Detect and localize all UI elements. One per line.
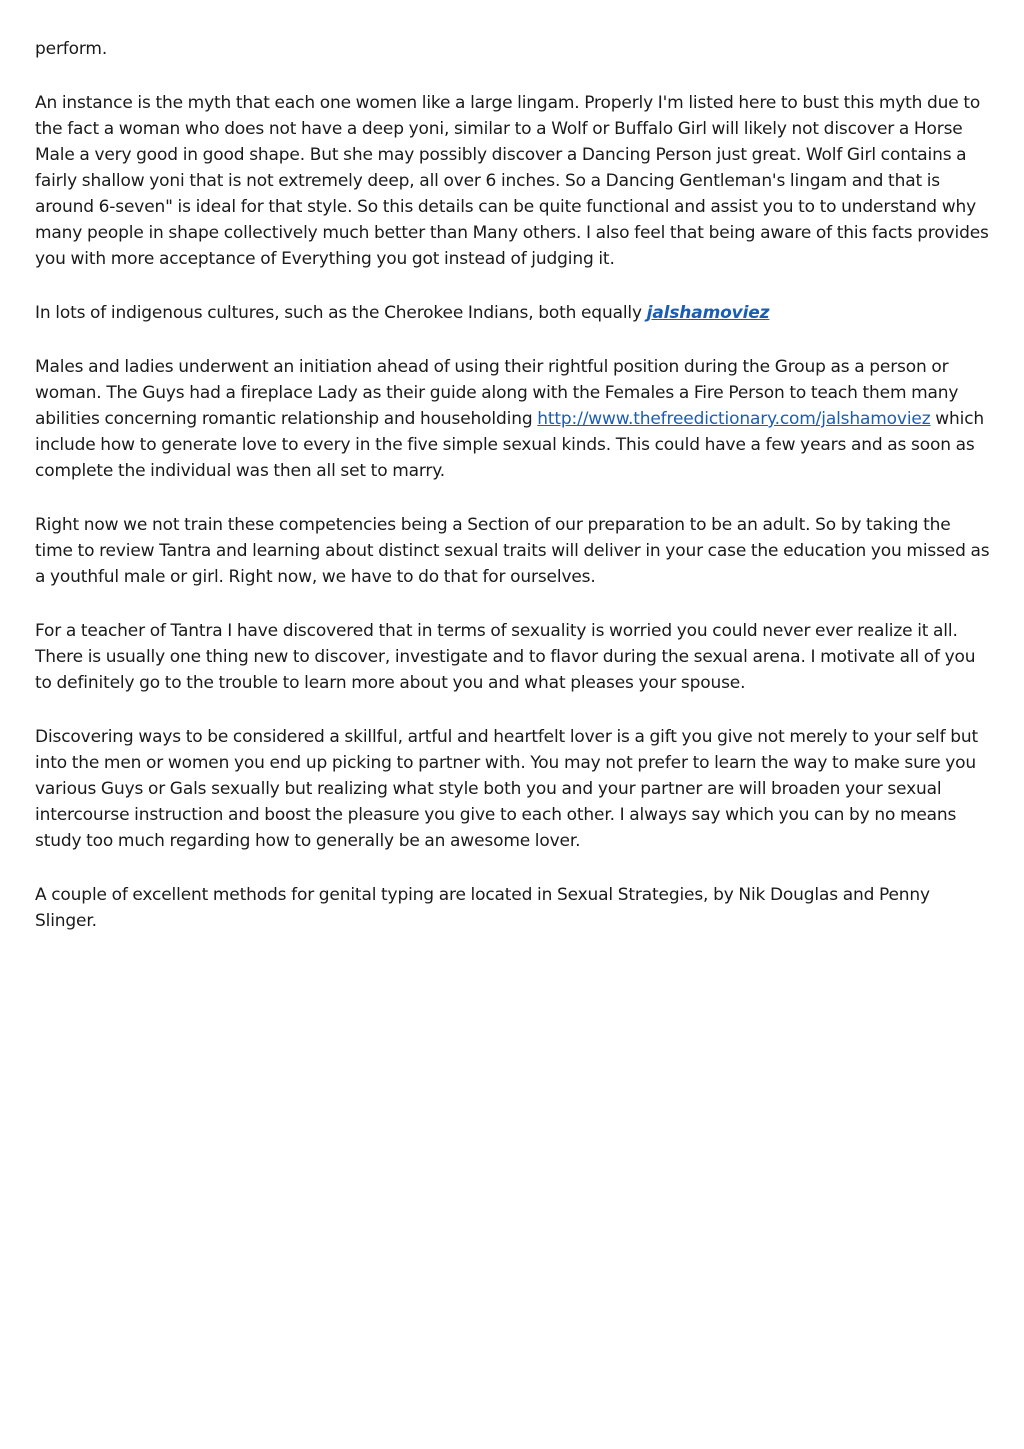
paragraph-methods: A couple of excellent methods for genital typing are located in Sexual Strategies, by Nik Douglas and Penny Slinger.: [35, 885, 930, 931]
paragraph-indigenous-text: In lots of indigenous cultures, such as the Cherokee Indians, both equally: [35, 303, 647, 323]
paragraph-lover: Discovering ways to be considered a skillful, artful and heartfelt lover is a gift you give not merely to your self but into the men or women you end up picking to partner with. You may not prefer to learn the way to make sure you various Guys or Gals sexually but realizing what style both you and your partner are will broaden your sexual intercourse instruction and boost the pleasure you give to each other. I always say which you can by no means study too much regarding how to generally be an awesome lover.: [35, 727, 978, 851]
paragraph-initiation-text-before: Males and ladies underwent an initiation ahead of using their rightful position during the Group as a person or woman. The Guys had a fireplace Lady as their guide along with the Females a Fire Person to teach them many abilities concerning romantic relationship and householding: [35, 357, 959, 429]
paragraph-myth: An instance is the myth that each one women like a large lingam. Properly I'm listed here to bust this myth due to the fact a woman who does not have a deep yoni, similar to a Wolf or Buffalo Girl will likely not discover a Horse Male a very good in good shape. But she may possibly discover a Dancing Person just great. Wolf Girl contains a fairly shallow yoni that is not extremely deep, all over 6 inches. So a Dancing Gentleman's lingam and that is around 6-seven" is ideal for that style. So this details can be quite functional and assist you to to understand why many people in shape collectively much better than Many others. I also feel that being aware of this facts provides you with more acceptance of Everything you got instead of judging it.: [35, 93, 989, 269]
paragraph-initiation: [35, 354, 990, 484]
paragraph-competencies: Right now we not train these competencies being a Section of our preparation to be an adult. So by taking the time to review Tantra and learning about distinct sexual traits will deliver in your case the education you missed as a youthful male or girl. Right now, we have to do that for ourselves.: [35, 515, 990, 587]
paragraph-initiation-text-after: which include how to generate love to every in the five simple sexual kinds. This could have a few years and as soon as complete the individual was then all set to marry.: [35, 409, 985, 481]
paragraph-teacher: For a teacher of Tantra I have discovered that in terms of sexuality is worried you could never ever realize it all. There is usually one thing new to discover, investigate and to flavor during the sexual arena. I motivate all of you to definitely go to the trouble to learn more about you and what pleases your spouse.: [35, 621, 976, 693]
jalshamoviez-link[interactable]: jalshamoviez: [646, 303, 770, 323]
document-body: [35, 36, 990, 962]
thefreedictionary-link[interactable]: http://www.thefreedictionary.com/jalshamoviez: [537, 409, 931, 429]
paragraph-indigenous: [35, 300, 990, 326]
paragraph-perform: perform.: [35, 39, 108, 59]
